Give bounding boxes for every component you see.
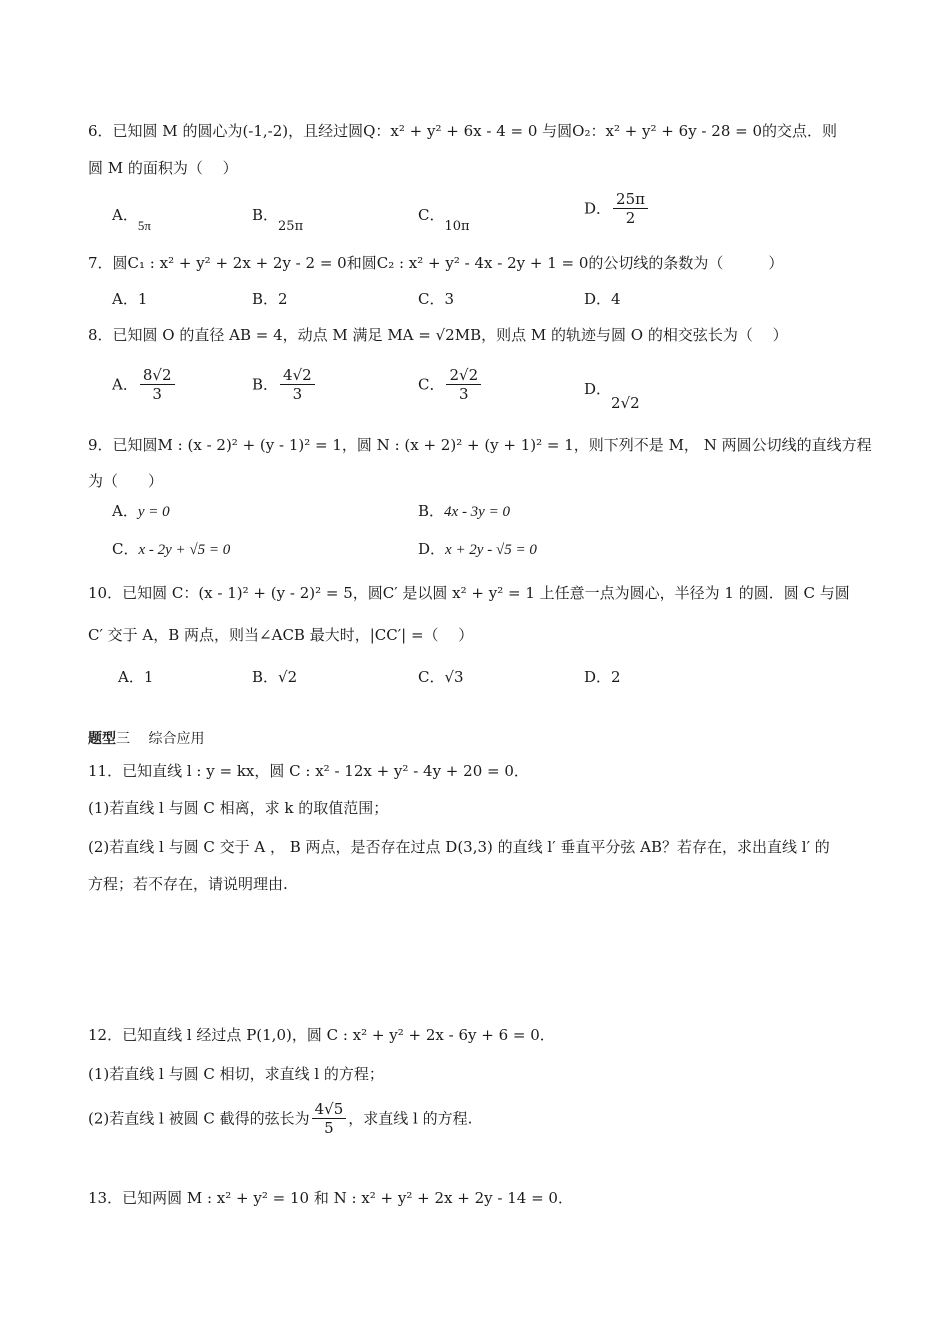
q12-line3: (2)若直线 l 被圆 C 截得的弦长为 $\frac{4√5}{5}$ ，求直线 l 的方程. [88,1100,473,1137]
q10-line1: 10．已知圆 C：(x - 1)² + (y - 2)² = 5，圆C′ 是以圆 x² + y² = 1 上任意一点为圆心，半径为 1 的圆．圆 C 与圆 [88,584,850,602]
q6-option-b: B．25π [252,206,304,234]
q6-line1: 6．已知圆 M 的圆心为(-1,-2)，且经过圆Q：x² + y² + 6x - 4 = 0 与圆O₂：x² + y² + 6y - 28 = 0的交点．则 [88,122,838,140]
q6-option-a: A．5π [112,206,151,233]
q11-line3: (2)若直线 l 与圆 C 交于 A ， B 两点，是否存在过点 D(3,3) 的直线 l′ 垂直平分弦 AB？若存在，求出直线 l′ 的 [88,838,830,856]
q6-option-c: C．10π [418,206,470,234]
q9-line2: 为（ ） [88,472,164,490]
q7-option-c: C．3 [418,290,455,308]
q9-line1: 9．已知圆M : (x - 2)² + (y - 1)² = 1，圆 N : (x + 2)² + (y + 1)² = 1，则下列不是 M， N 两圆公切线的直线方程 [88,436,872,454]
q8-line1: 8．已知圆 O 的直径 AB = 4，动点 M 满足 MA = √2MB，则点 M 的轨迹与圆 O 的相交弦长为（ ） [88,326,788,344]
q10-option-b: B．√2 [252,668,298,686]
q10-option-a: A．1 [118,668,154,686]
q7-option-b: B．2 [252,290,288,308]
q7-option-d: D．4 [584,290,621,308]
q7-option-a: A．1 [112,290,148,308]
q9-option-b: B．4x - 3y = 0 [418,502,510,520]
q10-option-d: D．2 [584,668,621,686]
q12-line1: 12．已知直线 l 经过点 P(1,0)，圆 C : x² + y² + 2x - 6y + 6 = 0． [88,1026,555,1044]
q10-option-c: C．√3 [418,668,464,686]
q8-option-d: D．2√2 [584,380,640,412]
q9-option-a: A．y = 0 [112,502,170,520]
q13-line1: 13．已知两圆 M : x² + y² = 10 和 N : x² + y² + 2x + 2y - 14 = 0． [88,1189,573,1207]
q9-option-c: C．x - 2y + √5 = 0 [112,540,231,558]
q11-line1: 11．已知直线 l : y = kx，圆 C : x² - 12x + y² - 4y + 20 = 0． [88,762,529,780]
q11-line4: 方程；若不存在，请说明理由. [88,875,288,893]
q6-line2: 圆 M 的面积为（ ） [88,159,238,177]
q7-line1: 7．圆C₁ : x² + y² + 2x + 2y - 2 = 0和圆C₂ : x² + y² - 4x - 2y + 1 = 0的公切线的条数为（ ） [88,254,784,272]
q9-option-d: D．x + 2y - √5 = 0 [418,540,537,558]
q12-line2: (1)若直线 l 与圆 C 相切，求直线 l 的方程； [88,1065,384,1083]
q8-option-a: A． $\frac{8√2}{3}$ [112,366,177,403]
q8-option-c: C． $\frac{2√2}{3}$ [418,366,483,403]
q10-line2: C′ 交于 A，B 两点，则当∠ACB 最大时，|CC′| =（ ） [88,626,474,644]
q11-line2: (1)若直线 l 与圆 C 相离，求 k 的取值范围； [88,799,389,817]
section-heading: 题型三 综合应用 [88,731,205,747]
q6-option-d: D． $\frac{25\pi}{2}$ [584,190,650,227]
q8-option-b: B． $\frac{4√2}{3}$ [252,366,317,403]
